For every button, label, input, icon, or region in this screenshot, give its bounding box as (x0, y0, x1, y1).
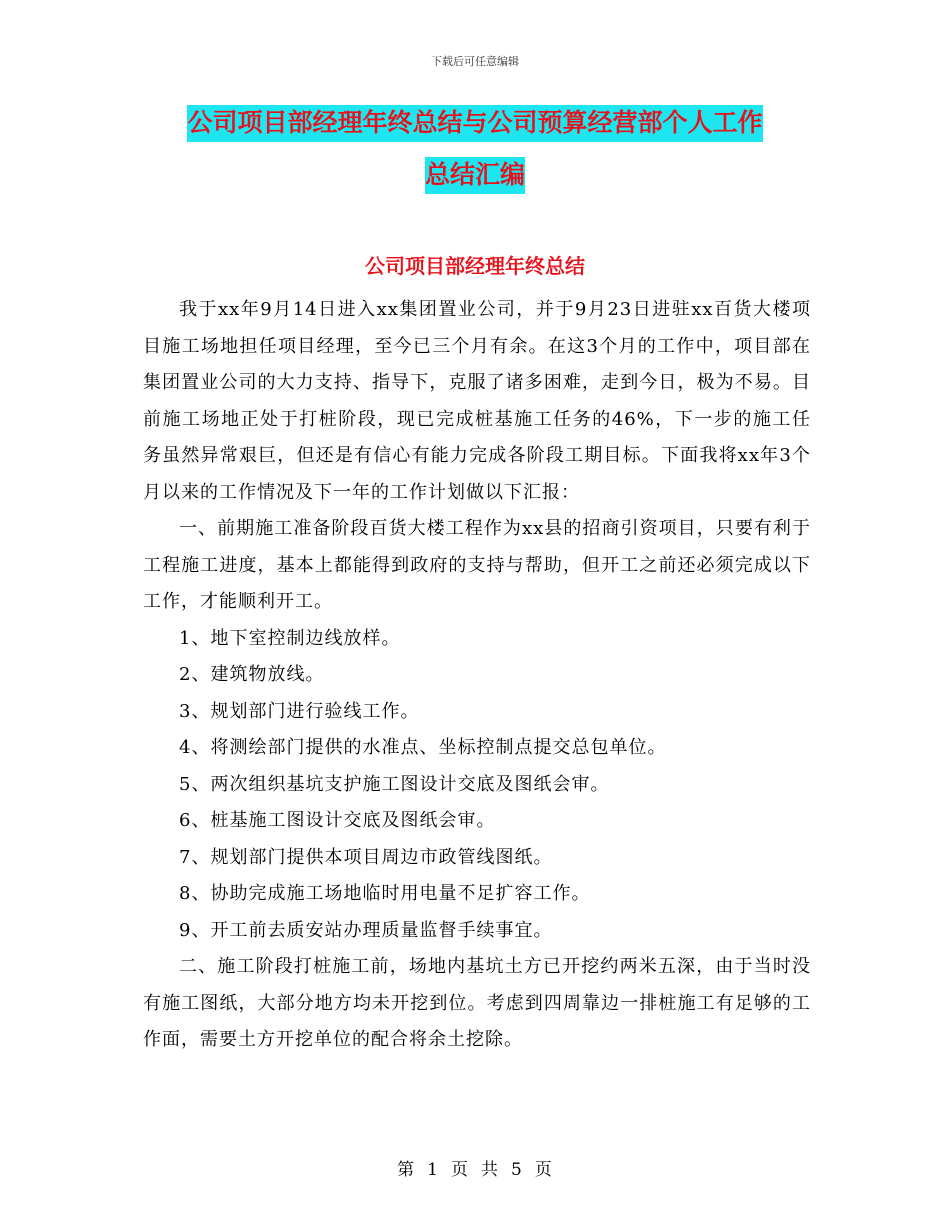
document-body (143, 292, 811, 1059)
page-footer (0, 1155, 950, 1180)
paragraph-intro: 我于xx年9月14日进入xx集团置业公司，并于9月23日进驻xx百货大楼项目施工场地担任项目经理，至今已三个月有余。在这3个月的工作中，项目部在集团置业公司的大力支持、指导下，克服了诸多困难，走到今日，极为不易。目前施工场地正处于打桩阶段，现已完成桩基施工任务的46%，下一步的施工任务虽然异常艰巨，但还是有信心有能力完成各阶段工期目标。下面我将xx年3个月以来的工作情况及下一年的工作计划做以下汇报： (143, 299, 811, 503)
document-title (0, 110, 950, 206)
footer-current-page: 1 (427, 1160, 439, 1180)
footer-suffix: 页 (534, 1160, 553, 1180)
header-note: 下载后可任意编辑 (431, 55, 519, 68)
list-item: 1、地下室控制边线放样。 (179, 627, 401, 649)
footer-total-pages: 5 (511, 1160, 523, 1180)
footer-prefix: 第 (397, 1160, 416, 1180)
list-item: 4、将测绘部门提供的水准点、坐标控制点提交总包单位。 (179, 737, 667, 758)
title-line-2: 总结汇编 (0, 162, 950, 206)
footer-page-word: 页 (451, 1160, 469, 1180)
section-title: 公司项目部经理年终总结 (365, 254, 585, 278)
list-item: 5、两次组织基坑支护施工图设计交底及图纸会审。 (179, 773, 610, 795)
list-item: 2、建筑物放线。 (179, 664, 325, 685)
list-item: 6、桩基施工图设计交底及图纸会审。 (179, 810, 496, 831)
title-line-1: 公司项目部经理年终总结与公司预算经营部个人工作 (0, 110, 950, 154)
list-item: 8、协助完成施工场地临时用电量不足扩容工作。 (179, 883, 591, 904)
list-item: 7、规划部门提供本项目周边市政管线图纸。 (179, 846, 553, 868)
paragraph-preparation: 一、前期施工准备阶段百货大楼工程作为xx县的招商引资项目，只要有利于工程施工进度，基本上都能得到政府的支持与帮助，但开工之前还必须完成以下工作，才能顺利开工。 (143, 518, 811, 612)
paragraph-construction: 二、施工阶段打桩施工前，场地内基坑土方已开挖约两米五深，由于当时没有施工图纸，大部分地方均未开挖到位。考虑到四周靠边一排桩施工有足够的工作面，需要土方开挖单位的配合将余土挖除。 (143, 956, 811, 1050)
list-item: 3、规划部门进行验线工作。 (179, 700, 420, 722)
list-item: 9、开工前去质安站办理质量监督手续事宜。 (179, 919, 553, 941)
footer-total-word: 共 (481, 1160, 499, 1180)
